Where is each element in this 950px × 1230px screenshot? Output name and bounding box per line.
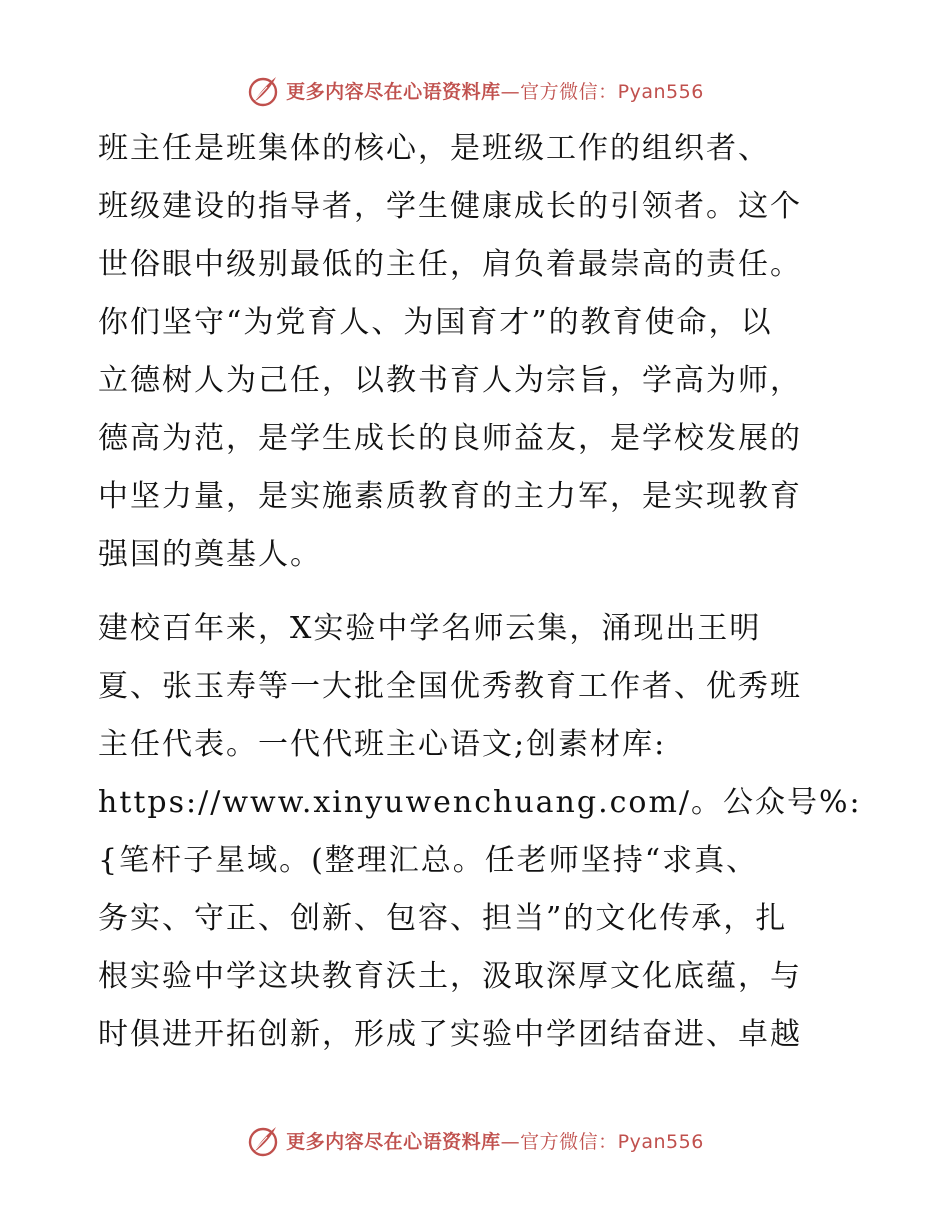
text-line: {笔杆子星域。(整理汇总。任老师坚持“求真、 — [98, 843, 759, 878]
text-line: 建校百年来，X实验中学名师云集，涌现出王明 — [98, 611, 762, 646]
text-line: https://www.xinyuwenchuang.com/。公众号%: — [98, 785, 862, 820]
text-line: 夏、张玉寿等一大批全国优秀教育工作者、优秀班 — [98, 669, 802, 704]
text-line: 世俗眼中级别最低的主任，肩负着最崇高的责任。 — [98, 247, 802, 282]
paragraph-2 — [98, 600, 862, 1064]
text-line: 中坚力量，是实施素质教育的主力军，是实现教育 — [98, 479, 802, 514]
feather-pen-in-circle-icon — [246, 73, 280, 107]
text-line: 你们坚守“为党育人、为国育才”的教育使命，以 — [98, 305, 773, 340]
document-body — [98, 120, 862, 1064]
text-line: 班主任是班集体的核心，是班级工作的组织者、 — [98, 131, 770, 166]
text-line: 德高为范，是学生成长的良师益友，是学校发展的 — [98, 421, 802, 456]
text-line: 根实验中学这块教育沃土，汲取深厚文化底蕴，与 — [98, 959, 802, 994]
text-line: 时俱进开拓创新，形成了实验中学团结奋进、卓越 — [98, 1017, 802, 1052]
header-banner-contact: —官方微信：Pyan556 — [500, 80, 704, 103]
footer-banner-text — [286, 1127, 704, 1154]
footer-banner-main: 更多内容尽在心语资料库 — [286, 1130, 501, 1153]
text-line: 班级建设的指导者，学生健康成长的引领者。这个 — [98, 189, 802, 224]
feather-pen-in-circle-icon — [246, 1123, 280, 1157]
text-line: 主任代表。一代代班主心语文;创素材库: — [98, 727, 667, 762]
text-line: 立德树人为己任，以教书育人为宗旨，学高为师， — [98, 363, 802, 398]
header-banner-text — [286, 77, 704, 104]
header-banner-main: 更多内容尽在心语资料库 — [286, 80, 501, 103]
text-line: 强国的奠基人。 — [98, 537, 322, 572]
footer-banner-contact: —官方微信：Pyan556 — [500, 1130, 704, 1153]
footer-banner — [0, 1122, 950, 1158]
text-line: 务实、守正、创新、包容、担当”的文化传承，扎 — [98, 901, 788, 936]
paragraph-1 — [98, 120, 858, 584]
header-banner — [0, 72, 950, 108]
